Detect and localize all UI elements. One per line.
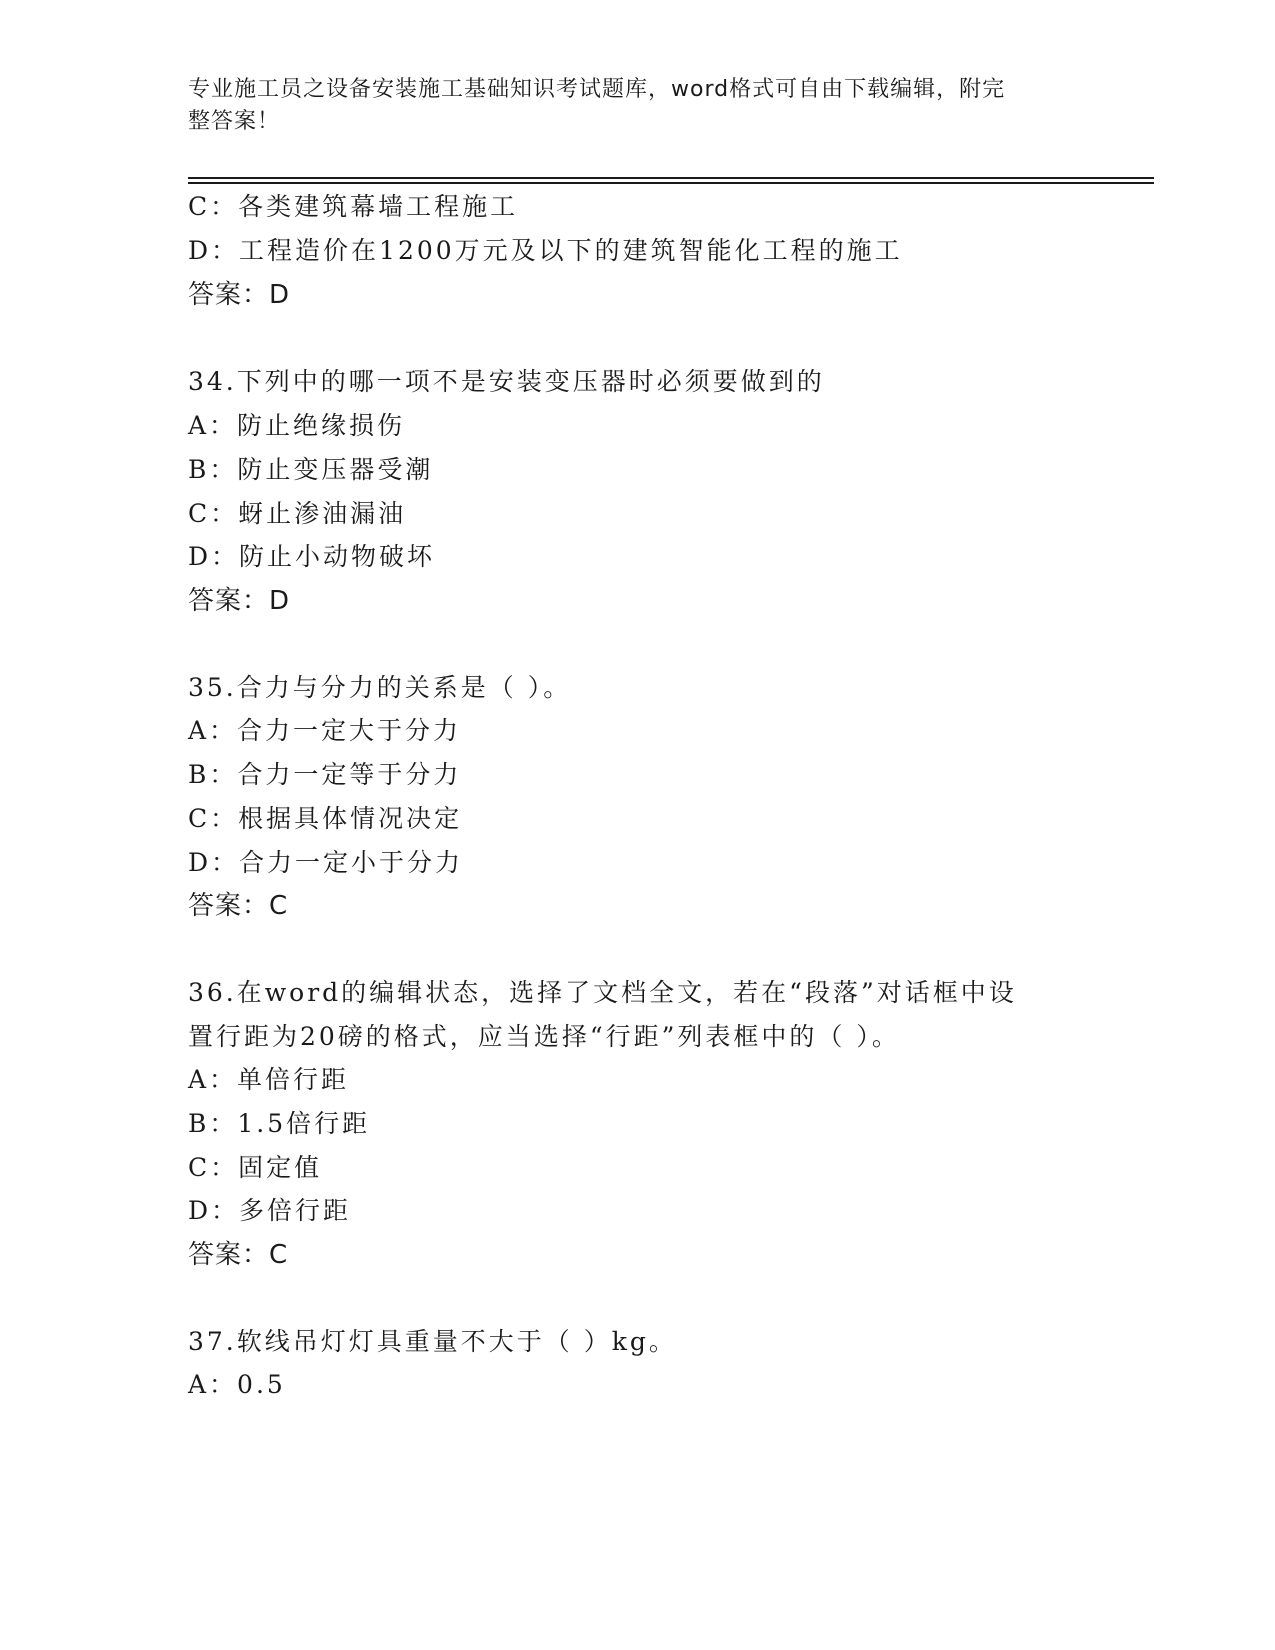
q35-option-b: B：合力一定等于分力 <box>188 760 462 789</box>
q35-option-d: D：合力一定小于分力 <box>188 848 464 877</box>
header-line-1: 专业施工员之设备安装施工基础知识考试题库，word格式可自由下载编辑，附完 <box>188 77 1006 102</box>
q36-question-line-2: 置行距为20磅的格式，应当选择“行距”列表框中的（ ）。 <box>188 1022 900 1051</box>
q34-option-d: D：防止小动物破坏 <box>188 542 436 571</box>
header-line-2: 整答案！ <box>188 109 281 134</box>
q35-option-c: C：根据具体情况决定 <box>188 804 463 833</box>
q36-answer: 答案：C <box>188 1240 289 1270</box>
q33-option-c: C：各类建筑幕墙工程施工 <box>188 192 519 221</box>
q34-option-c: C：蚜止渗油漏油 <box>188 499 407 528</box>
q35-answer: 答案：C <box>188 891 289 921</box>
q36-question-line-1: 36.在word的编辑状态，选择了文档全文，若在“段落”对话框中设 <box>188 978 1017 1007</box>
header-divider-top <box>188 177 1154 179</box>
q35-question: 35.合力与分力的关系是（ ）。 <box>188 673 572 702</box>
q33-answer: 答案：D <box>188 280 291 310</box>
q33-option-d: D：工程造价在1200万元及以下的建筑智能化工程的施工 <box>188 236 903 265</box>
q36-option-b: B：1.5倍行距 <box>188 1109 371 1138</box>
q35-option-a: A：合力一定大于分力 <box>188 716 462 745</box>
q36-option-d: D：多倍行距 <box>188 1196 352 1225</box>
q34-option-a: A：防止绝缘损伤 <box>188 411 406 440</box>
document-header <box>188 74 1088 138</box>
q36-option-a: A：单倍行距 <box>188 1065 350 1094</box>
q34-option-b: B：防止变压器受潮 <box>188 455 434 484</box>
q37-option-a: A：0.5 <box>188 1370 286 1399</box>
q37-question: 37.软线吊灯灯具重量不大于（ ）kg。 <box>188 1327 677 1356</box>
q34-question: 34.下列中的哪一项不是安装变压器时必须要做到的 <box>188 367 825 396</box>
q36-option-c: C：固定值 <box>188 1153 323 1182</box>
header-divider-bottom <box>188 182 1154 184</box>
q34-answer: 答案：D <box>188 586 291 616</box>
